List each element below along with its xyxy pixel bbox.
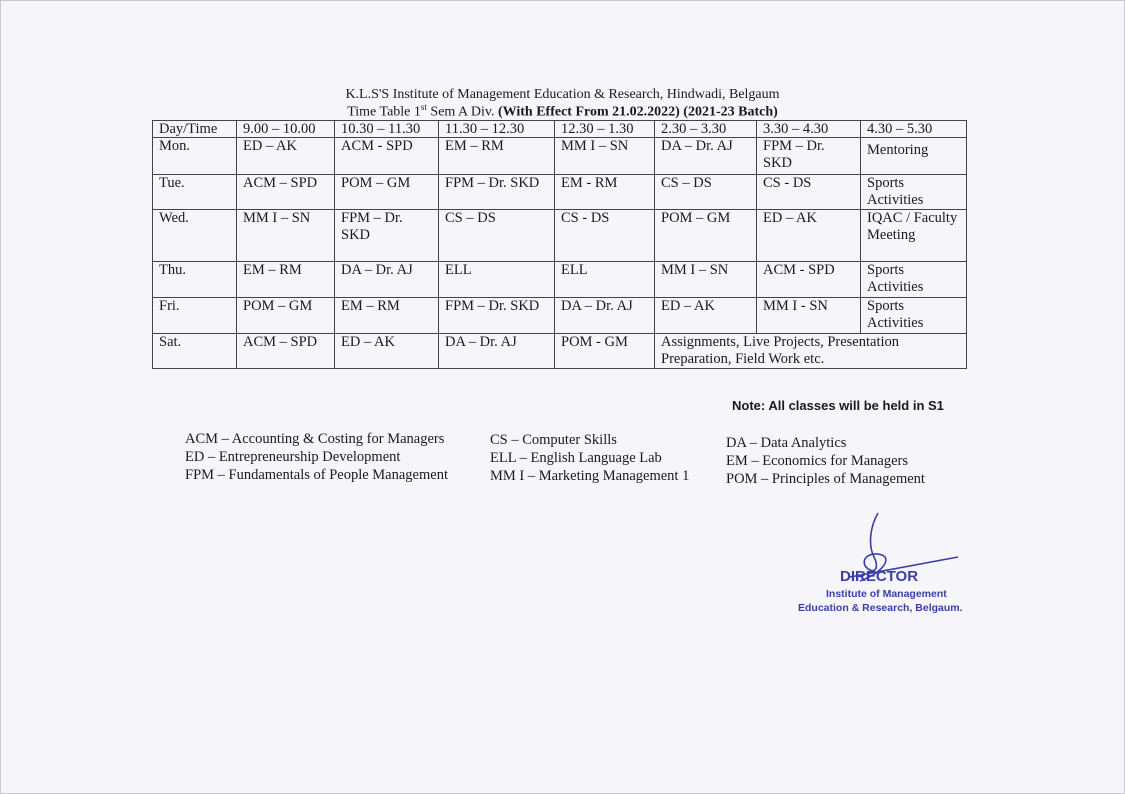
table-row bbox=[153, 334, 967, 369]
table-cell: ED – AK bbox=[757, 210, 861, 262]
col-header: 10.30 – 11.30 bbox=[335, 121, 439, 138]
director-line-1: Institute of Management bbox=[826, 588, 947, 600]
col-header: 2.30 – 3.30 bbox=[655, 121, 757, 138]
legend-column-2 bbox=[490, 431, 689, 485]
legend-item: MM I – Marketing Management 1 bbox=[490, 468, 690, 484]
table-cell: CS – DS bbox=[655, 175, 757, 210]
legend-item: DA – Data Analytics bbox=[726, 435, 847, 451]
col-header: 11.30 – 12.30 bbox=[439, 121, 555, 138]
day-cell: Sat. bbox=[153, 334, 237, 369]
table-cell: MM I – SN bbox=[555, 138, 655, 175]
table-cell: ELL bbox=[439, 262, 555, 298]
col-header: 12.30 – 1.30 bbox=[555, 121, 655, 138]
director-line-2: Education & Research, Belgaum. bbox=[798, 602, 963, 614]
col-header: 9.00 – 10.00 bbox=[237, 121, 335, 138]
legend-item: CS – Computer Skills bbox=[490, 432, 617, 448]
heading-effect: (With Effect From 21.02.2022) (2021-23 Batch) bbox=[497, 104, 778, 120]
legend-item: ACM – Accounting & Costing for Managers bbox=[185, 431, 445, 447]
heading-sup: st bbox=[420, 102, 427, 112]
table-cell: DA – Dr. AJ bbox=[439, 334, 555, 369]
day-cell: Fri. bbox=[153, 298, 237, 334]
col-header: 3.30 – 4.30 bbox=[757, 121, 861, 138]
table-cell: ED – AK bbox=[655, 298, 757, 334]
table-cell: CS - DS bbox=[555, 210, 655, 262]
table-cell: FPM – Dr. SKD bbox=[439, 298, 555, 334]
table-cell: POM - GM bbox=[555, 334, 655, 369]
col-header: 4.30 – 5.30 bbox=[861, 121, 967, 138]
table-cell: EM – RM bbox=[439, 138, 555, 175]
table-row bbox=[153, 175, 967, 210]
table-cell: CS – DS bbox=[439, 210, 555, 262]
table-cell: ACM – SPD bbox=[237, 334, 335, 369]
table-cell: POM – GM bbox=[237, 298, 335, 334]
legend-item: ED – Entrepreneurship Development bbox=[185, 449, 401, 465]
table-cell: FPM – Dr. SKD bbox=[335, 210, 439, 262]
table-cell: EM – RM bbox=[237, 262, 335, 298]
legend-item: FPM – Fundamentals of People Management bbox=[185, 467, 448, 483]
day-cell: Tue. bbox=[153, 175, 237, 210]
legend-column-1 bbox=[185, 430, 448, 484]
director-title: DIRECTOR bbox=[840, 568, 919, 585]
table-cell: MM I - SN bbox=[757, 298, 861, 334]
table-cell: Sports Activities bbox=[861, 175, 967, 210]
table-cell: Sports Activities bbox=[861, 298, 967, 334]
table-cell: ED – AK bbox=[335, 334, 439, 369]
table-cell: MM I – SN bbox=[237, 210, 335, 262]
table-row bbox=[153, 210, 967, 262]
timetable bbox=[152, 120, 967, 369]
table-cell: CS - DS bbox=[757, 175, 861, 210]
table-cell: ACM - SPD bbox=[335, 138, 439, 175]
heading-prefix: Time Table 1 bbox=[347, 104, 421, 120]
heading-mid: Sem A Div. bbox=[426, 104, 498, 120]
legend-item: POM – Principles of Management bbox=[726, 471, 925, 487]
legend-column-3 bbox=[726, 434, 925, 488]
day-cell: Wed. bbox=[153, 210, 237, 262]
table-cell: Mentoring bbox=[861, 138, 967, 175]
note: Note: All classes will be held in S1 bbox=[732, 398, 944, 413]
table-cell: FPM – Dr. SKD bbox=[757, 138, 861, 175]
table-cell: Sports Activities bbox=[861, 262, 967, 298]
day-cell: Thu. bbox=[153, 262, 237, 298]
timetable-heading bbox=[0, 102, 1125, 121]
table-cell: IQAC / Faculty Meeting bbox=[861, 210, 967, 262]
table-cell: POM – GM bbox=[655, 210, 757, 262]
table-cell: POM – GM bbox=[335, 175, 439, 210]
institute-heading: K.L.S'S Institute of Management Education & Research, Hindwadi, Belgaum bbox=[345, 87, 780, 102]
table-cell: ED – AK bbox=[237, 138, 335, 175]
legend-item: ELL – English Language Lab bbox=[490, 450, 662, 466]
table-cell: DA – Dr. AJ bbox=[335, 262, 439, 298]
table-cell: FPM – Dr. SKD bbox=[439, 175, 555, 210]
table-row bbox=[153, 298, 967, 334]
table-cell: EM - RM bbox=[555, 175, 655, 210]
table-cell: ELL bbox=[555, 262, 655, 298]
table-cell: MM I – SN bbox=[655, 262, 757, 298]
legend-item: EM – Economics for Managers bbox=[726, 453, 909, 469]
table-cell: DA – Dr. AJ bbox=[655, 138, 757, 175]
day-cell: Mon. bbox=[153, 138, 237, 175]
header-row bbox=[153, 121, 967, 138]
merged-cell: Assignments, Live Projects, Presentation Preparation, Field Work etc. bbox=[655, 334, 967, 369]
table-row bbox=[153, 262, 967, 298]
table-cell: ACM - SPD bbox=[757, 262, 861, 298]
table-cell: EM – RM bbox=[335, 298, 439, 334]
table-cell: ACM – SPD bbox=[237, 175, 335, 210]
table-cell: DA – Dr. AJ bbox=[555, 298, 655, 334]
table-row bbox=[153, 138, 967, 175]
col-header: Day/Time bbox=[153, 121, 237, 138]
